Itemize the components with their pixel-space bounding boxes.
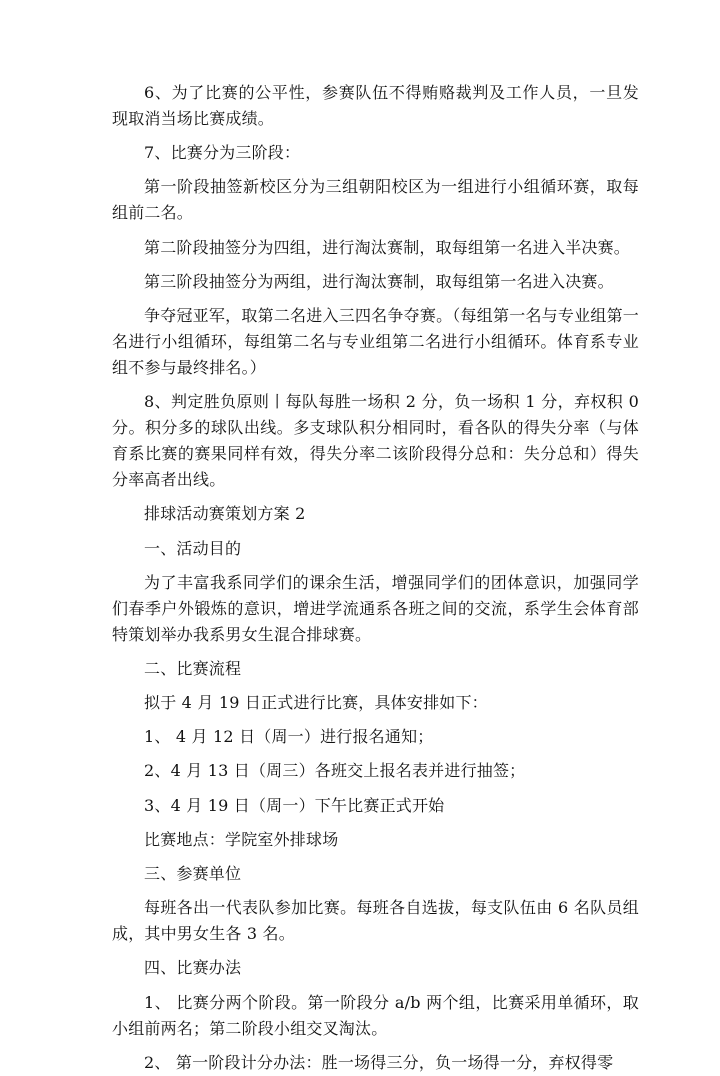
paragraph-rule-8: 8、判定胜负原则丨每队每胜一场积 2 分，负一场积 1 分，弃权积 0 分。积分多的球队出线。多支球队积分相同时，看各队的得失分率（与体育系比赛的赛果同样有效，得失分率二该阶段得分总和：失分总和）得失分率高者出线。 (112, 392, 639, 490)
list-item-schedule-1: 1、 4 月 12 日（周一）进行报名通知； (144, 727, 434, 747)
paragraph-stage-1: 第一阶段抽签新校区分为三组朝阳校区为一组进行小组循环赛，取每组前二名。 (112, 177, 639, 223)
paragraph-participants: 每班各出一代表队参加比赛。每班各自选拔，每支队伍由 6 名队员组成，其中男女生各 3 名。 (112, 898, 639, 944)
list-item-method-1: 1、 比赛分两个阶段。第一阶段分 a/b 两个组，比赛采用单循环，取小组前两名；第二阶段小组交叉淘汰。 (112, 992, 639, 1038)
paragraph-rule-6: 6、为了比赛的公平性，参赛队伍不得贿赂裁判及工作人员，一旦发现取消当场比赛成绩。 (112, 83, 639, 128)
list-item-schedule-2: 2、4 月 13 日（周三）各班交上报名表并进行抽签； (144, 761, 526, 781)
heading-competition-process: 二、比赛流程 (144, 658, 242, 678)
heading-participants: 三、参赛单位 (144, 864, 242, 883)
paragraph-stage-3: 第三阶段抽签分为两组，进行淘汰赛制，取每组第一名进入决赛。 (144, 271, 614, 291)
heading-activity-purpose: 一、活动目的 (144, 538, 242, 558)
paragraph-final-rules: 争夺冠亚军，取第二名进入三四名争夺赛。（每组第一名与专业组第一名进行小组循环，每组第二名与专业组第二名进行小组循环。体育系专业组不参与最终排名。） (112, 305, 639, 377)
section-title-plan-2: 排球活动赛策划方案 2 (144, 504, 306, 524)
list-item-schedule-3: 3、4 月 19 日（周一）下午比赛正式开始 (144, 795, 445, 815)
heading-competition-method: 四、比赛办法 (144, 958, 242, 978)
list-item-method-2: 2、 第一阶段计分办法：胜一场得三分，负一场得一分，弃权得零 (144, 1052, 614, 1072)
paragraph-venue: 比赛地点：学院室外排球场 (144, 829, 339, 849)
paragraph-schedule-intro: 拟于 4 月 19 日正式进行比赛，具体安排如下： (144, 693, 488, 713)
paragraph-activity-purpose: 为了丰富我系同学们的课余生活，增强同学们的团体意识，加强同学们春季户外锻炼的意识，增进学流通系各班之间的交流，系学生会体育部特策划举办我系男女生混合排球赛。 (112, 572, 639, 644)
paragraph-rule-7: 7、比赛分为三阶段： (144, 143, 301, 163)
paragraph-stage-2: 第二阶段抽签分为四组，进行淘汰赛制，取每组第一名进入半决赛。 (144, 237, 631, 257)
